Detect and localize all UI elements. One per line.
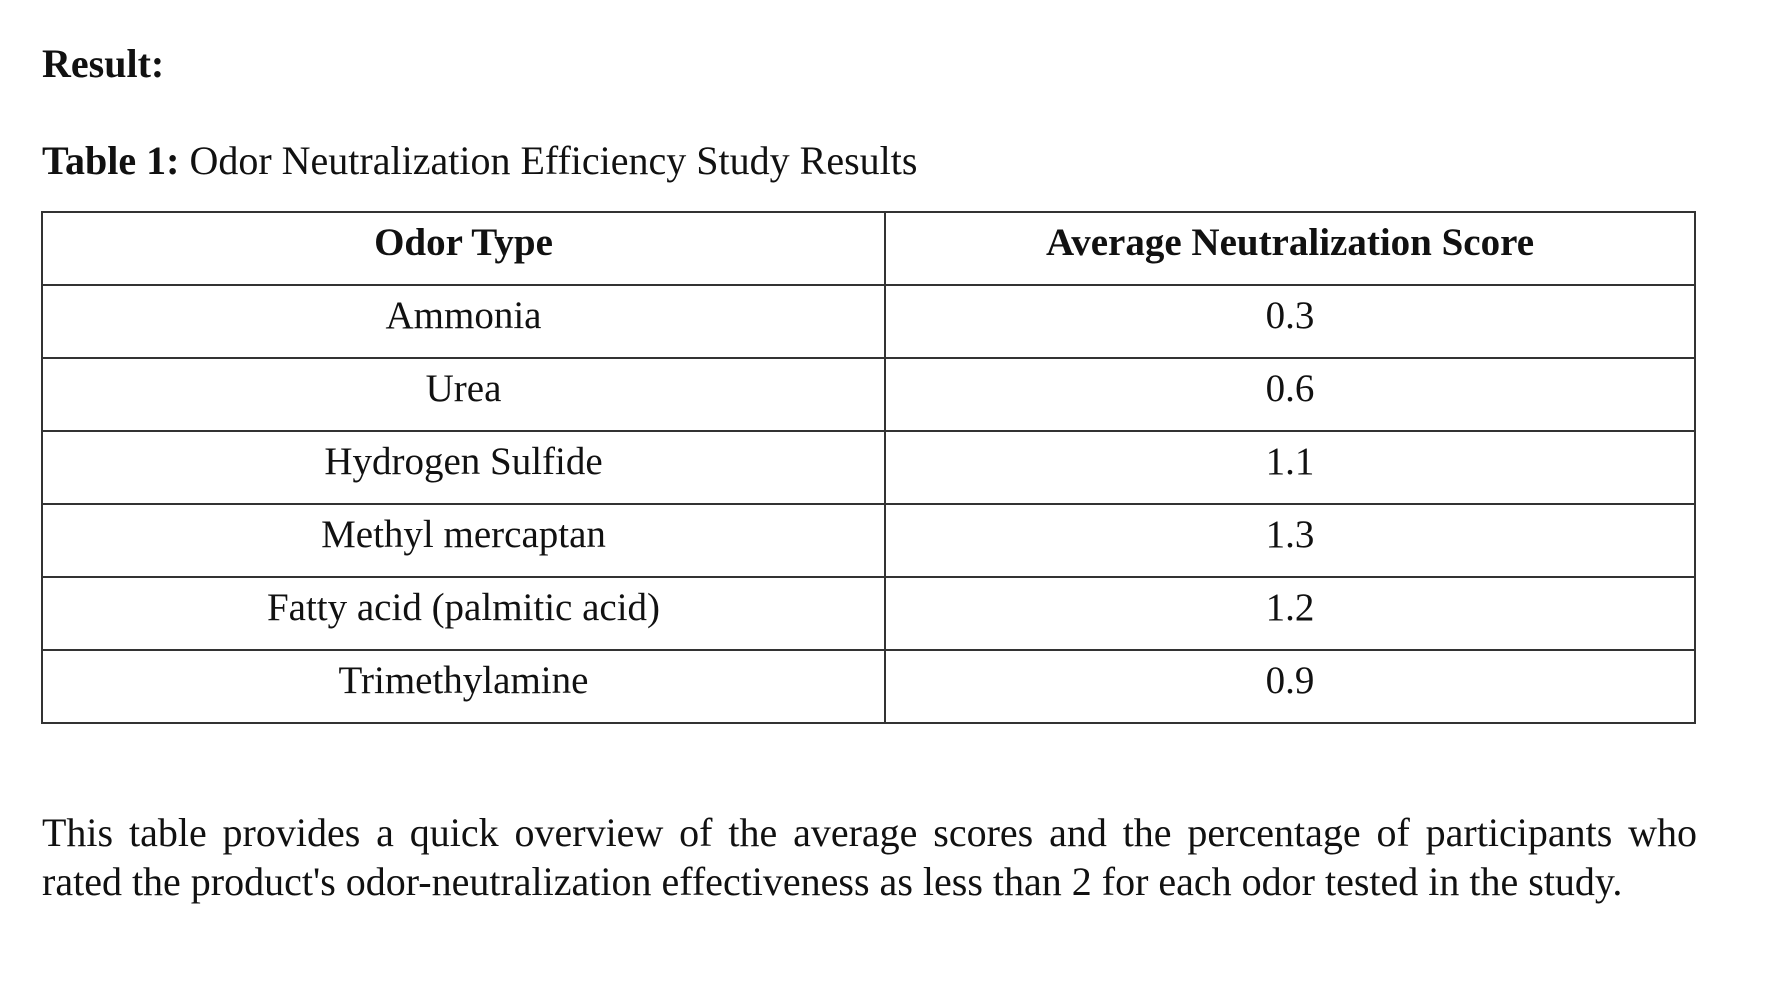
table-row	[42, 650, 1695, 723]
table-row	[42, 285, 1695, 358]
result-heading: Result:	[42, 41, 165, 86]
score-cell: 1.3	[885, 504, 1695, 577]
odor-type-cell: Hydrogen Sulfide	[42, 431, 885, 504]
table-caption	[42, 137, 917, 185]
score-cell: 0.3	[885, 285, 1695, 358]
summary-paragraph: This table provides a quick overview of the average scores and the percentage of participants who rated the product's odor-neutralization effectiveness as less than 2 for each odor tested in the study.	[42, 810, 1697, 904]
odor-type-cell: Urea	[42, 358, 885, 431]
score-cell: 1.2	[885, 577, 1695, 650]
table-caption-text: Odor Neutralization Efficiency Study Results	[179, 138, 918, 183]
column-header-average-score: Average Neutralization Score	[885, 212, 1695, 285]
table-row	[42, 431, 1695, 504]
table-row	[42, 577, 1695, 650]
table-header-row	[42, 212, 1695, 285]
odor-type-cell: Methyl mercaptan	[42, 504, 885, 577]
score-cell: 0.9	[885, 650, 1695, 723]
table-row	[42, 504, 1695, 577]
odor-type-cell: Trimethylamine	[42, 650, 885, 723]
score-cell: 0.6	[885, 358, 1695, 431]
table-caption-label: Table 1:	[42, 138, 180, 183]
table-row	[42, 358, 1695, 431]
odor-type-cell: Ammonia	[42, 285, 885, 358]
results-table	[41, 211, 1696, 724]
odor-type-cell: Fatty acid (palmitic acid)	[42, 577, 885, 650]
column-header-odor-type: Odor Type	[42, 212, 885, 285]
score-cell: 1.1	[885, 431, 1695, 504]
